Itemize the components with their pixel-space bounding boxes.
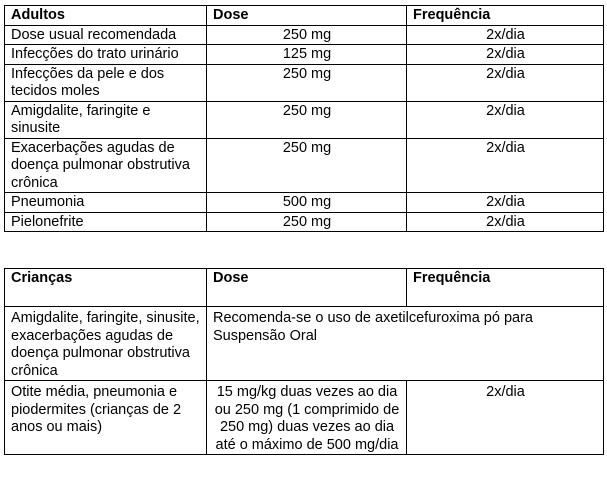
frequency-cell: 2x/dia [407, 64, 604, 101]
dose-cell: 500 mg [207, 193, 407, 213]
indication-cell: Infecções da pele e dos tecidos moles [5, 64, 207, 101]
frequency-cell: 2x/dia [407, 138, 604, 193]
dose-cell: 250 mg [207, 212, 407, 232]
indication-cell: Infecções do trato urinário [5, 45, 207, 65]
dose-cell: 250 mg [207, 25, 407, 45]
table-row [5, 45, 604, 65]
header-frequency: Frequência [407, 6, 604, 26]
suspension-note-cell: Recomenda-se o uso de axetilcefuroxima pó para Suspensão Oral [207, 307, 604, 381]
frequency-cell: 2x/dia [407, 212, 604, 232]
indication-cell: Amigdalite, faringite, sinusite, exacerbações agudas de doença pulmonar obstrutiva crônica [5, 307, 207, 381]
table-row [5, 138, 604, 193]
table-row [5, 381, 604, 455]
header-dose: Dose [207, 6, 407, 26]
table-row [5, 212, 604, 232]
dose-cell: 250 mg [207, 138, 407, 193]
table-row [5, 64, 604, 101]
header-children: Crianças [5, 269, 207, 307]
indication-cell: Exacerbações agudas de doença pulmonar obstrutiva crônica [5, 138, 207, 193]
dose-cell: 15 mg/kg duas vezes ao dia ou 250 mg (1 comprimido de 250 mg) duas vezes ao dia até o máximo de 500 mg/dia [207, 381, 407, 455]
dose-cell: 250 mg [207, 101, 407, 138]
dose-cell: 250 mg [207, 64, 407, 101]
table-row [5, 193, 604, 213]
frequency-cell: 2x/dia [407, 381, 604, 455]
header-frequency: Frequência [407, 269, 604, 307]
indication-cell: Pneumonia [5, 193, 207, 213]
frequency-cell: 2x/dia [407, 25, 604, 45]
frequency-cell: 2x/dia [407, 45, 604, 65]
table-header-row [5, 6, 604, 26]
children-dosage-table [4, 268, 604, 455]
frequency-cell: 2x/dia [407, 101, 604, 138]
table-row [5, 25, 604, 45]
frequency-cell: 2x/dia [407, 193, 604, 213]
indication-cell: Otite média, pneumonia e piodermites (crianças de 2 anos ou mais) [5, 381, 207, 455]
indication-cell: Pielonefrite [5, 212, 207, 232]
table-header-row [5, 269, 604, 307]
indication-cell: Amigdalite, faringite e sinusite [5, 101, 207, 138]
header-adults: Adultos [5, 6, 207, 26]
header-dose: Dose [207, 269, 407, 307]
dose-cell: 125 mg [207, 45, 407, 65]
table-row [5, 101, 604, 138]
table-row [5, 307, 604, 381]
indication-cell: Dose usual recomendada [5, 25, 207, 45]
adults-dosage-table [4, 5, 604, 232]
